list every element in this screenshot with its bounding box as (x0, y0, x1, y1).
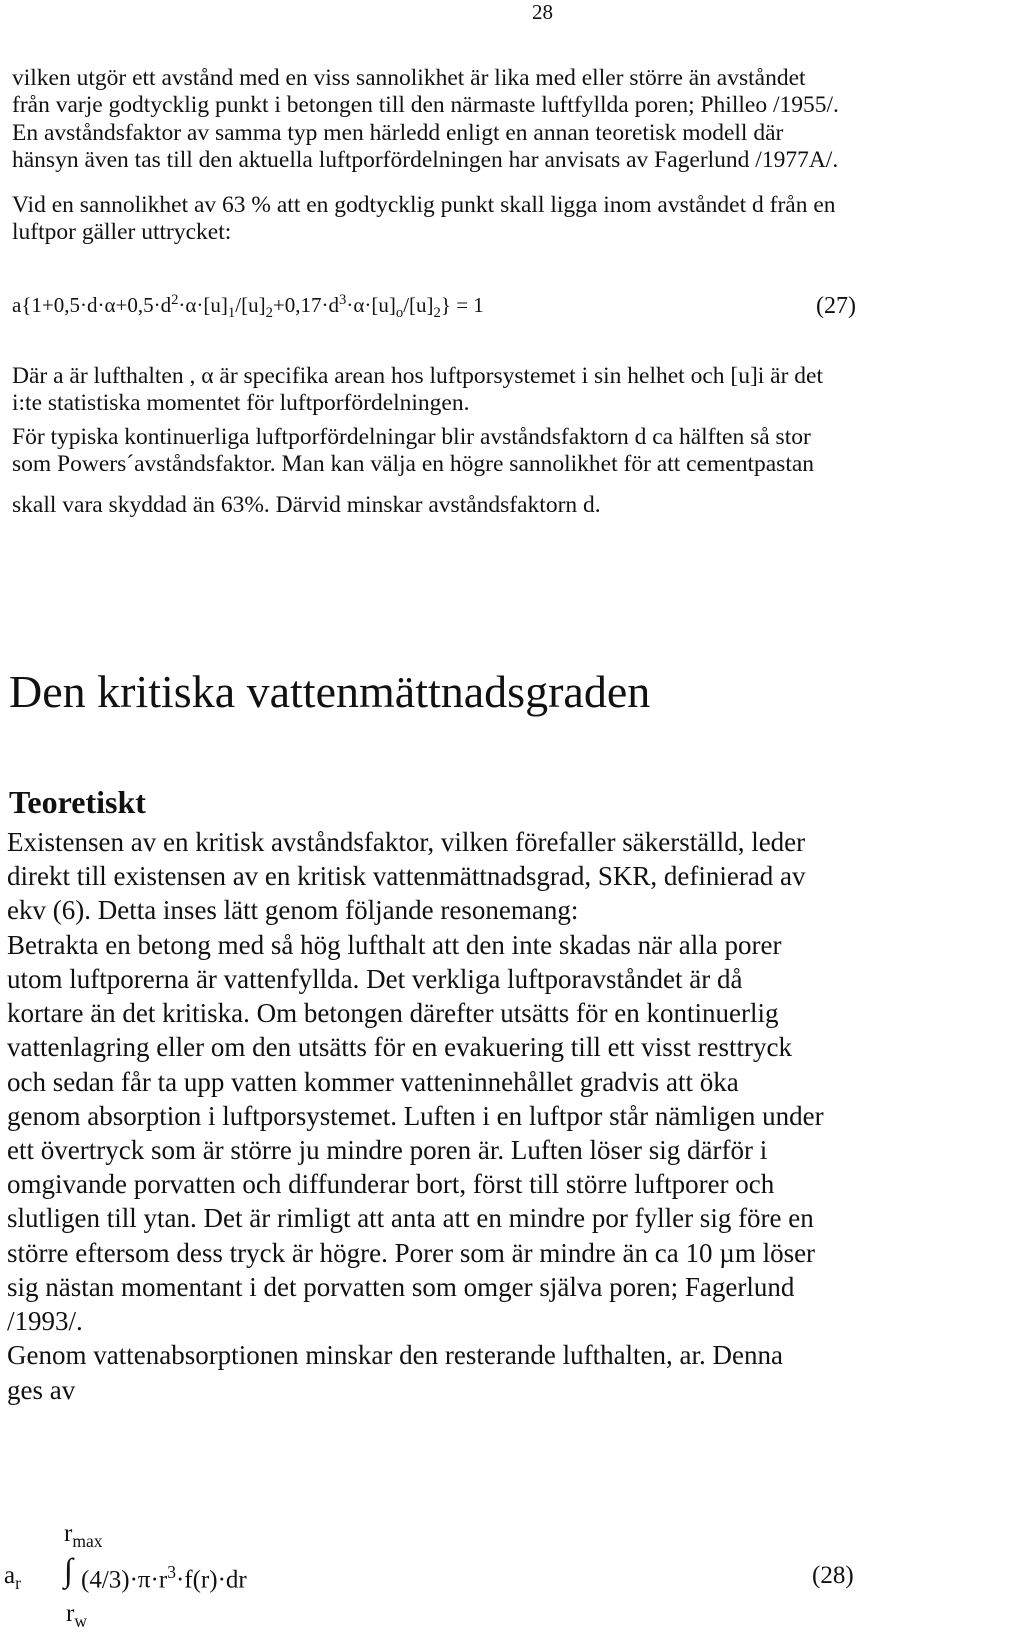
text-line: från varje godtycklig punkt i betongen till den närmaste luftfyllda poren; Philleo /1955/. (12, 92, 839, 118)
eq-part: a (4, 1562, 16, 1589)
text-line: /1993/. (7, 1306, 83, 1336)
text-line: hänsyn även tas till den aktuella luftporfördelningen har anvisats av Fagerlund /1977A/. (12, 147, 839, 173)
eq-subscript: 2 (265, 305, 273, 322)
text-line: som Powers´avståndsfaktor. Man kan välja en högre sannolikhet för att cementpastan (12, 451, 815, 477)
text-line: Genom vattenabsorptionen minskar den resterande lufthalten, ar. Denna (7, 1340, 783, 1370)
equation-27 (12, 292, 484, 322)
eq-subscript: 1 (227, 305, 236, 322)
integral-sign: ∫ (64, 1553, 74, 1589)
text-line: i:te statistiska momentet för luftporfördelningen. (12, 390, 470, 416)
text-line: vattenlagring eller om den utsätts för en evakuering till ett visst resttryck (7, 1032, 793, 1062)
text-line: ges av (7, 1375, 76, 1405)
eq-part: /[u] (235, 293, 266, 317)
eq-part: +0,17·d (272, 293, 340, 317)
integral-lower-limit (66, 1600, 87, 1632)
text-line: ett övertryck som är större ju mindre poren är. Luften löser sig därför i (7, 1135, 768, 1165)
text-line: utom luftporerna är vattenfyllda. Det verkliga luftporavståndet är då (7, 964, 743, 994)
text-line: sig nästan momentant i det porvatten som omger själva poren; Fagerlund (7, 1272, 795, 1302)
integral-upper-limit (64, 1520, 102, 1552)
text-line: ekv (6). Detta inses lätt genom följande resonemang: (7, 895, 579, 925)
section-heading: Den kritiska vattenmättnadsgraden (9, 666, 651, 717)
eq-subscript: w (74, 1611, 87, 1631)
eq-part: ·α·[u] (178, 293, 228, 317)
eq-subscript: o (395, 305, 404, 322)
eq-part: } = 1 (440, 293, 484, 317)
text-line: slutligen till ytan. Det är rimligt att anta att en mindre por fyller sig före en (7, 1203, 814, 1233)
text-line: och sedan får ta upp vatten kommer vatteninnehållet gradvis att öka (7, 1067, 739, 1097)
eq-part: r (64, 1520, 73, 1547)
text-line: Betrakta en betong med så hög lufthalt att den inte skadas när alla porer (7, 930, 782, 960)
equation-number-28: (28) (812, 1562, 854, 1589)
eq-subscript: r (15, 1573, 21, 1593)
eq-lhs (4, 1562, 21, 1594)
text-line: vilken utgör ett avstånd med en viss sannolikhet är lika med eller större än avståndet (12, 65, 806, 91)
eq-part: ·f(r)·dr (175, 1566, 247, 1594)
page-number: 28 (532, 0, 553, 24)
integrand (81, 1562, 247, 1594)
eq-part: (4/3)·π·r (81, 1566, 168, 1594)
text-line: skall vara skyddad än 63%. Därvid minskar avståndsfaktorn d. (12, 492, 601, 518)
text-line: luftpor gäller uttrycket: (12, 219, 232, 245)
equation-number-27: (27) (816, 293, 856, 319)
text-line: En avståndsfaktor av samma typ men härledd enligt en annan teoretisk modell där (12, 120, 784, 146)
text-line: kortare än det kritiska. Om betongen därefter utsätts för en kontinuerlig (7, 998, 779, 1028)
text-line: direkt till existensen av en kritisk vattenmättnadsgrad, SKR, definierad av (7, 861, 806, 891)
eq-subscript: 2 (433, 305, 441, 322)
text-line: större eftersom dess tryck är högre. Porer som är mindre än ca 10 µm löser (7, 1238, 816, 1268)
text-line: Vid en sannolikhet av 63 % att en godtycklig punkt skall ligga inom avståndet d från en (12, 192, 836, 218)
eq-part: ·α·[u] (346, 293, 396, 317)
eq-part: /[u] (403, 293, 434, 317)
eq-exponent: 3 (167, 1562, 176, 1582)
eq-part: r (66, 1600, 75, 1627)
text-line: Där a är lufthalten , α är specifika arean hos luftporsystemet i sin helhet och [u]i är det (12, 363, 824, 389)
text-line: Existensen av en kritisk avståndsfaktor, vilken förefaller säkerställd, leder (7, 827, 806, 857)
eq-part: a{1+0,5·d·α+0,5·d (12, 293, 172, 317)
text-line: omgivande porvatten och diffunderar bort, först till större luftporer och (7, 1169, 775, 1199)
subsection-heading: Teoretiskt (9, 784, 146, 820)
text-line: genom absorption i luftporsystemet. Luften i en luftpor står nämligen under (7, 1101, 824, 1131)
eq-subscript: max (72, 1531, 103, 1551)
text-line: För typiska kontinuerliga luftporfördelningar blir avståndsfaktorn d ca hälften så stor (12, 424, 811, 450)
eq-exponent: 2 (171, 292, 179, 308)
eq-exponent: 3 (339, 292, 347, 308)
